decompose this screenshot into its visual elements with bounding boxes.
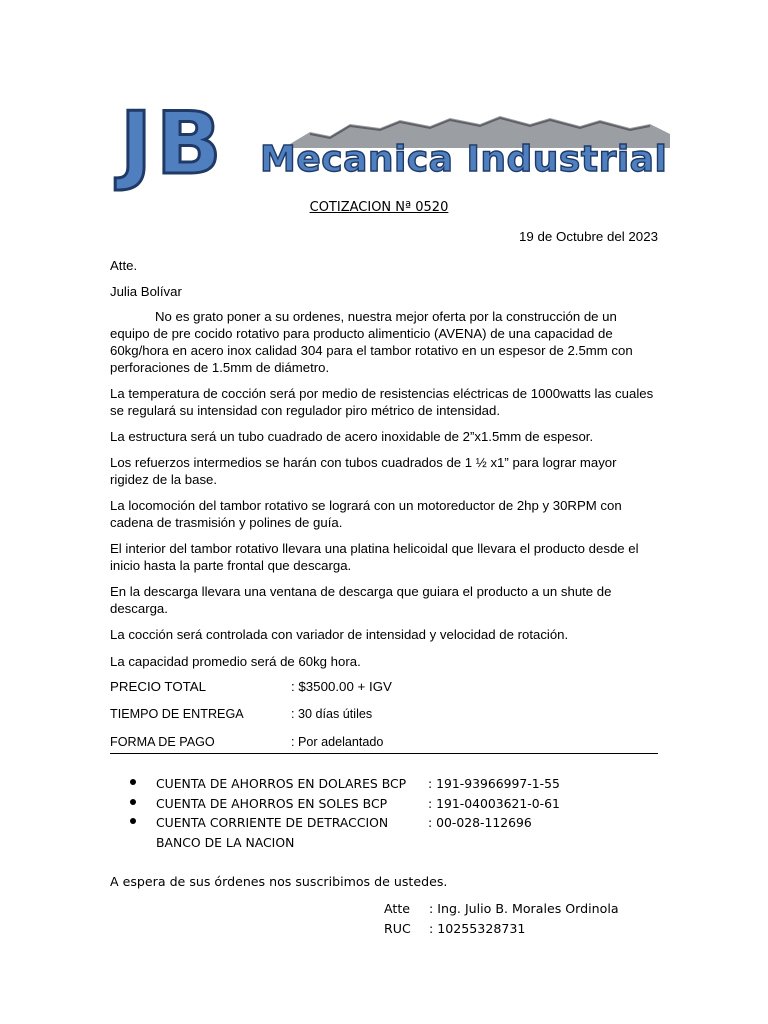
body-paragraph-temperature: La temperatura de cocción será por medio de resistencias eléctricas de 1000watts las cuales se regulará su intensidad con regulador piro métrico de intensidad. — [110, 386, 654, 418]
delivery-value: : 30 días útiles — [291, 707, 373, 721]
company-logo — [110, 94, 680, 194]
delivery-label: TIEMPO DE ENTREGA — [110, 707, 244, 721]
terms-divider — [110, 753, 658, 754]
signature-ruc-label: RUC — [384, 921, 411, 936]
signature-ruc-value: : 10255328731 — [429, 921, 526, 936]
quote-title: COTIZACION Nª 0520 — [309, 200, 449, 215]
payment-label: FORMA DE PAGO — [110, 735, 215, 749]
quote-date: 19 de Octubre del 2023 — [519, 229, 658, 244]
bullet-icon — [130, 799, 136, 805]
bullet-icon — [130, 779, 136, 785]
body-paragraph-structure: La estructura será un tubo cuadrado de acero inoxidable de 2”x1.5mm de espesor. — [110, 429, 594, 444]
body-paragraph-interior: El interior del tambor rotativo llevara una platina helicoidal que llevara el producto desde el inicio hasta la parte frontal que descarga. — [110, 541, 639, 573]
body-paragraph-control: La cocción será controlada con variador de intensidad y velocidad de rotación. — [110, 627, 569, 642]
bank-account-number: : 191-04003621-0-61 — [428, 796, 560, 811]
closing-sentence: A espera de sus órdenes nos suscribimos de ustedes. — [110, 874, 448, 889]
bank-account-name: CUENTA DE AHORROS EN SOLES BCP — [156, 796, 388, 811]
body-paragraph-discharge: En la descarga llevara una ventana de descarga que guiara el producto a un shute de descarga. — [110, 584, 612, 616]
bank-account-name: CUENTA DE AHORROS EN DOLARES BCP — [156, 776, 407, 791]
signature-atte-label: Atte — [384, 901, 411, 916]
body-paragraph-reinforcement: Los refuerzos intermedios se harán con tubos cuadrados de 1 ½ x1” para lograr mayor rigidez de la base. — [110, 455, 617, 487]
signature-atte-value: : Ing. Julio B. Morales Ordinola — [429, 901, 619, 916]
signature-atte-row — [384, 901, 674, 919]
recipient-name: Julia Bolívar — [110, 284, 182, 299]
price-value: : $3500.00 + IGV — [291, 679, 392, 694]
body-paragraph-capacity: La capacidad promedio será de 60kg hora. — [110, 654, 361, 669]
bullet-icon — [130, 818, 136, 824]
logo-initials: JB — [120, 94, 226, 194]
logo-brand-name: Mecanica Industrial — [260, 139, 668, 180]
body-paragraph-intro: No es grato poner a su ordenes, nuestra mejor oferta por la construcción de un equipo de pre cocido rotativo para producto alimenticio (AVENA) de una capacidad de 60kg/hora en acero inox calidad 304 para el tambor rotativo en un espesor de 2.5mm con perforaciones de 1.5mm de diámetro. — [110, 309, 633, 375]
payment-value: : Por adelantado — [291, 735, 384, 749]
body-paragraph-locomotion: La locomoción del tambor rotativo se logrará con un motoreductor de 2hp y 30RPM con cadena de trasmisión y polines de guía. — [110, 498, 622, 530]
price-label: PRECIO TOTAL — [110, 679, 207, 694]
bank-account-name: CUENTA CORRIENTE DE DETRACCION — [156, 815, 389, 830]
greeting: Atte. — [110, 258, 138, 273]
bank-account-number: : 00-028-112696 — [428, 815, 532, 830]
signature-ruc-row — [384, 921, 674, 939]
bank-account-number: : 191-93966997-1-55 — [428, 776, 560, 791]
